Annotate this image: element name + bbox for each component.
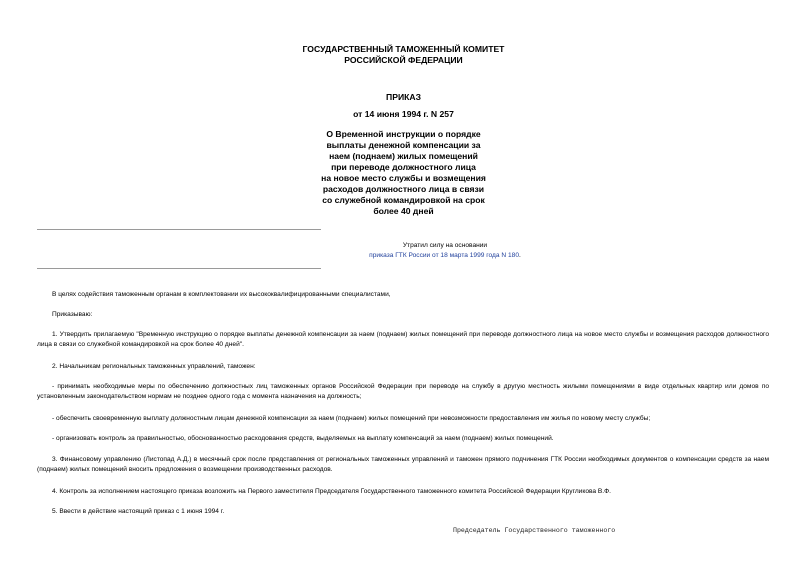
org-name-line-1: ГОСУДАРСТВЕННЫЙ ТАМОЖЕННЫЙ КОМИТЕТ <box>302 44 505 54</box>
status-note-line <box>200 251 690 261</box>
title-line: со служебной командировкой на срок <box>322 195 485 205</box>
order-subitem-2: - обеспечить своевременную выплату должностным лицам денежной компенсации за наем (поднаем) жилых помещений при невозможности предоставления им жилья по новому месту службы; <box>52 415 651 422</box>
org-name-line-2: РОССИЙСКОЙ ФЕДЕРАЦИИ <box>344 55 463 65</box>
order-item-2: 2. Начальникам региональных таможенных управлений, таможен: <box>52 363 256 370</box>
title-line: более 40 дней <box>373 206 434 216</box>
document-date: от 14 июня 1994 г. N 257 <box>353 109 454 119</box>
title-line: расходов должностного лица в связи <box>322 184 485 194</box>
signature-line: Председатель Государственного таможенного <box>453 527 616 534</box>
order-item-1: 1. Утвердить прилагаемую "Временную инструкцию о порядке выплаты денежной компенсации за наем (поднаем) жилых помещений при переводе должностного лица на новое место службы и возмещения расходов должностного лица в связи со служебной командировкой на срок более 40 дней". <box>37 331 769 348</box>
order-subitem-3: - организовать контроль за правильностью, обоснованностью расходования средств, выделяемых на выплату компенсаций за наем (поднаем) жилых помещений. <box>52 435 554 442</box>
order-word: Приказываю: <box>52 311 93 318</box>
document-type: ПРИКАЗ <box>386 92 421 102</box>
title-line: выплаты денежной компенсации за <box>326 140 481 150</box>
order-item-4: 4. Контроль за исполнением настоящего приказа возложить на Первого заместителя Председателя Государственного таможенного комитета Российской Федерации Кругликова В.Ф. <box>52 488 611 495</box>
title-line: О Временной инструкции о порядке <box>326 129 481 139</box>
order-item-3: 3. Финансовому управлению (Листопад А.Д.) в месячный срок после представления от региональных таможенных управлений и таможен прямого подчинения ГТК России необходимых документов о компенсации средств за наем (поднаем) жилых помещений вносить предложения о возмещении производственных расходов. <box>37 456 769 473</box>
title-line: наем (поднаем) жилых помещений <box>329 151 478 161</box>
title-line: на новое место службы и возмещения <box>321 173 486 183</box>
intro-paragraph: В целях содействия таможенным органам в комплектовании их высококвалифицированными специалистами, <box>52 291 391 298</box>
status-note-period: . <box>519 252 521 259</box>
title-line: при переводе должностного лица <box>331 162 476 172</box>
status-note-text: Утратил силу на основании <box>402 242 488 249</box>
status-note <box>200 241 690 261</box>
order-subitem-1: - принимать необходимые меры по обеспечению должностных лиц таможенных органов Российской Федерации при переводе на службу в другую местность жилыми помещениями в виде отдельных квартир или домов по установленным законодательством нормам не позднее одного года с момента назначения на должность; <box>37 383 769 400</box>
divider-top <box>37 229 321 230</box>
divider-bottom <box>37 268 321 269</box>
order-item-5: 5. Ввести в действие настоящий приказ с 1 июня 1994 г. <box>52 508 225 515</box>
repeal-order-link[interactable]: приказа ГТК России от 18 марта 1999 года N 180 <box>369 252 519 259</box>
